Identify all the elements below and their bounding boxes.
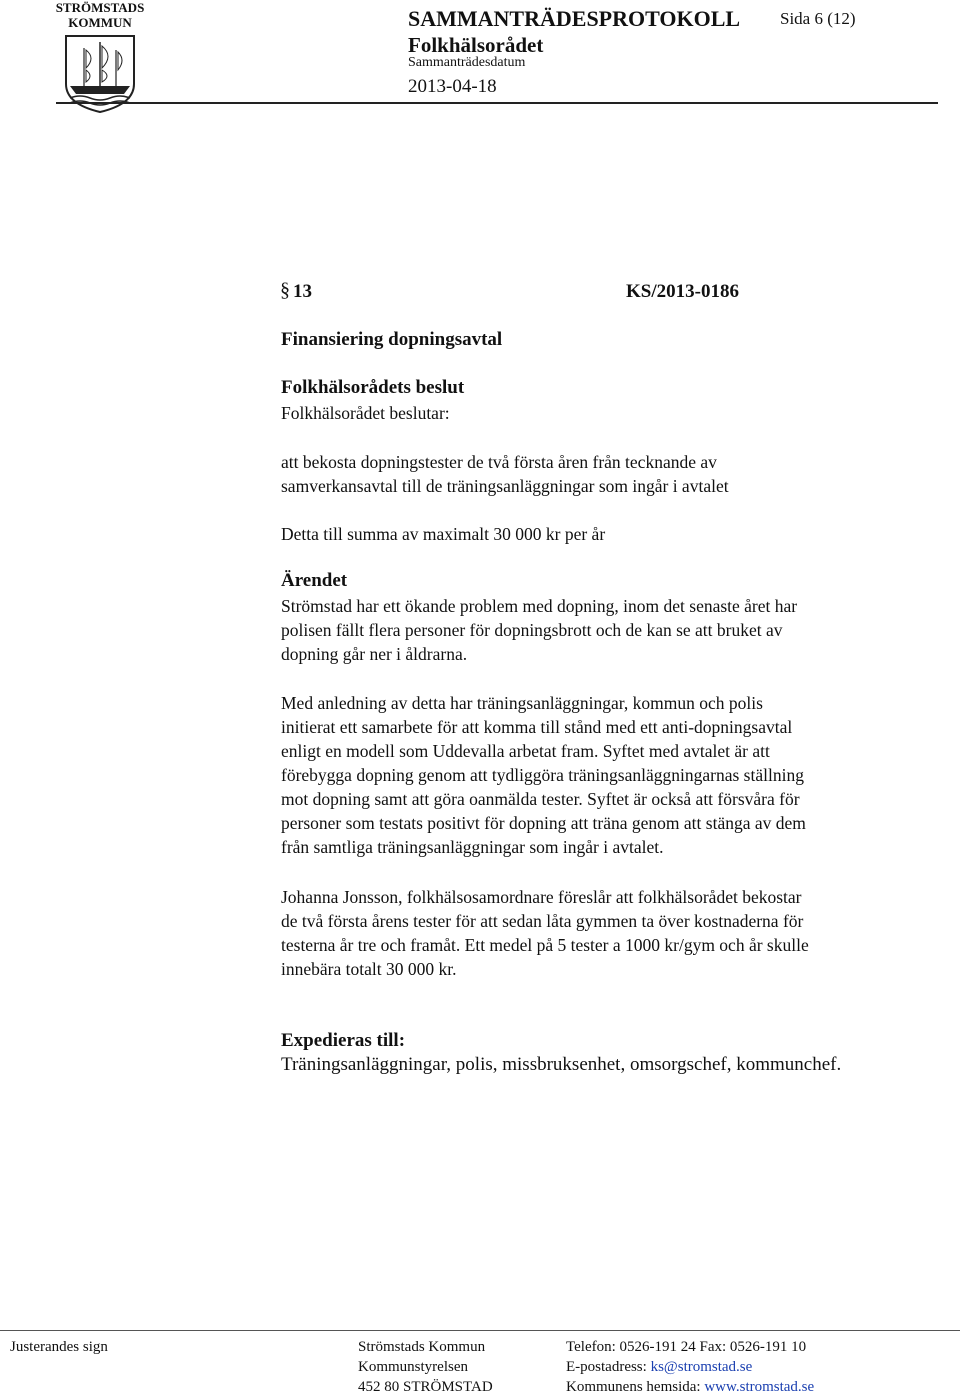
paragraph-sign: §	[280, 279, 290, 301]
text-line: Strömstad har ett ökande problem med dopning, inom det senaste året har	[281, 596, 798, 616]
web-label: Kommunens hemsida:	[566, 1379, 705, 1395]
meeting-date: 2013-04-18	[408, 76, 497, 97]
address-line: Strömstads Kommun	[358, 1339, 486, 1355]
organization-name: Folkhälsorådet	[408, 33, 544, 57]
matter-paragraph-3	[281, 885, 809, 981]
text-line: personer som testats positivt för dopning att träna genom att stänga av dem	[281, 813, 806, 833]
text-line: Med anledning av detta har träningsanläggningar, kommun och polis	[281, 693, 763, 713]
email-link[interactable]: ks@stromstad.se	[650, 1359, 753, 1375]
header-divider	[56, 102, 938, 104]
text-line: testerna år tre och framåt. Ett medel på 5 tester a 1000 kr/gym och år skulle	[281, 935, 809, 955]
decision-line: samverkansavtal till de träningsanläggningar som ingår i avtalet	[281, 476, 729, 496]
footer-contact	[566, 1337, 814, 1397]
text-line: förebygga dopning genom att tydliggöra träningsanläggningarnas ställning	[281, 765, 804, 785]
footer-phone: Telefon: 0526-191 24 Fax: 0526-191 10	[566, 1339, 807, 1355]
dispatch-heading: Expedieras till:	[281, 1030, 406, 1051]
email-label: E-postadress:	[566, 1359, 651, 1375]
matter-paragraph-1	[281, 594, 797, 666]
matter-heading: Ärendet	[281, 570, 348, 591]
text-line: innebära totalt 30 000 kr.	[281, 959, 457, 979]
footer-divider	[0, 1330, 960, 1331]
document-type-title: SAMMANTRÄDESPROTOKOLL	[408, 6, 741, 31]
decision-amount: Detta till summa av maximalt 30 000 kr per år	[281, 524, 606, 544]
item-number: 13	[293, 281, 312, 302]
text-line: mot dopning samt att göra oanmälda tester. Syftet är också att försvåra för	[281, 789, 800, 809]
logo-text	[52, 0, 148, 30]
item-title: Finansiering dopningsavtal	[281, 329, 503, 350]
text-line: från samtliga träningsanläggningar som ingår i avtalet.	[281, 837, 664, 857]
text-line: de två första årens tester för att sedan låta gymmen ta över kostnaderna för	[281, 911, 804, 931]
dispatch-recipients: Träningsanläggningar, polis, missbruksenhet, omsorgschef, kommunchef.	[281, 1054, 842, 1075]
sign-label: Justerandes sign	[10, 1339, 108, 1355]
address-line: Kommunstyrelsen	[358, 1359, 468, 1375]
footer-email-row	[566, 1357, 814, 1377]
text-line: dopning går ner i åldrarna.	[281, 644, 468, 664]
decision-intro: Folkhälsorådet beslutar:	[281, 403, 450, 423]
decision-line: att bekosta dopningstester de två första åren från tecknande av	[281, 452, 717, 472]
decision-text	[281, 450, 729, 498]
website-link[interactable]: www.stromstad.se	[704, 1379, 815, 1395]
address-line: 452 80 STRÖMSTAD	[358, 1379, 493, 1395]
text-line: initierat ett samarbete för att komma till stånd med ett anti-dopningsavtal	[281, 717, 793, 737]
text-line: enligt en modell som Uddevalla arbetat fram. Syftet med avtalet är att	[281, 741, 770, 761]
decision-heading: Folkhälsorådets beslut	[281, 377, 465, 398]
page-indicator: Sida 6 (12)	[780, 9, 856, 28]
logo-line-1: STRÖMSTADS	[55, 0, 145, 15]
meeting-date-label: Sammanträdesdatum	[408, 55, 526, 70]
footer-address	[358, 1337, 493, 1397]
case-number: KS/2013-0186	[626, 281, 739, 302]
footer-web-row	[566, 1377, 814, 1397]
logo-line-2: KOMMUN	[68, 15, 132, 30]
text-line: Johanna Jonsson, folkhälsosamordnare föreslår att folkhälsorådet bekostar	[281, 887, 802, 907]
matter-paragraph-2	[281, 691, 806, 859]
text-line: polisen fällt flera personer för dopningsbrott och de kan se att bruket av	[281, 620, 783, 640]
